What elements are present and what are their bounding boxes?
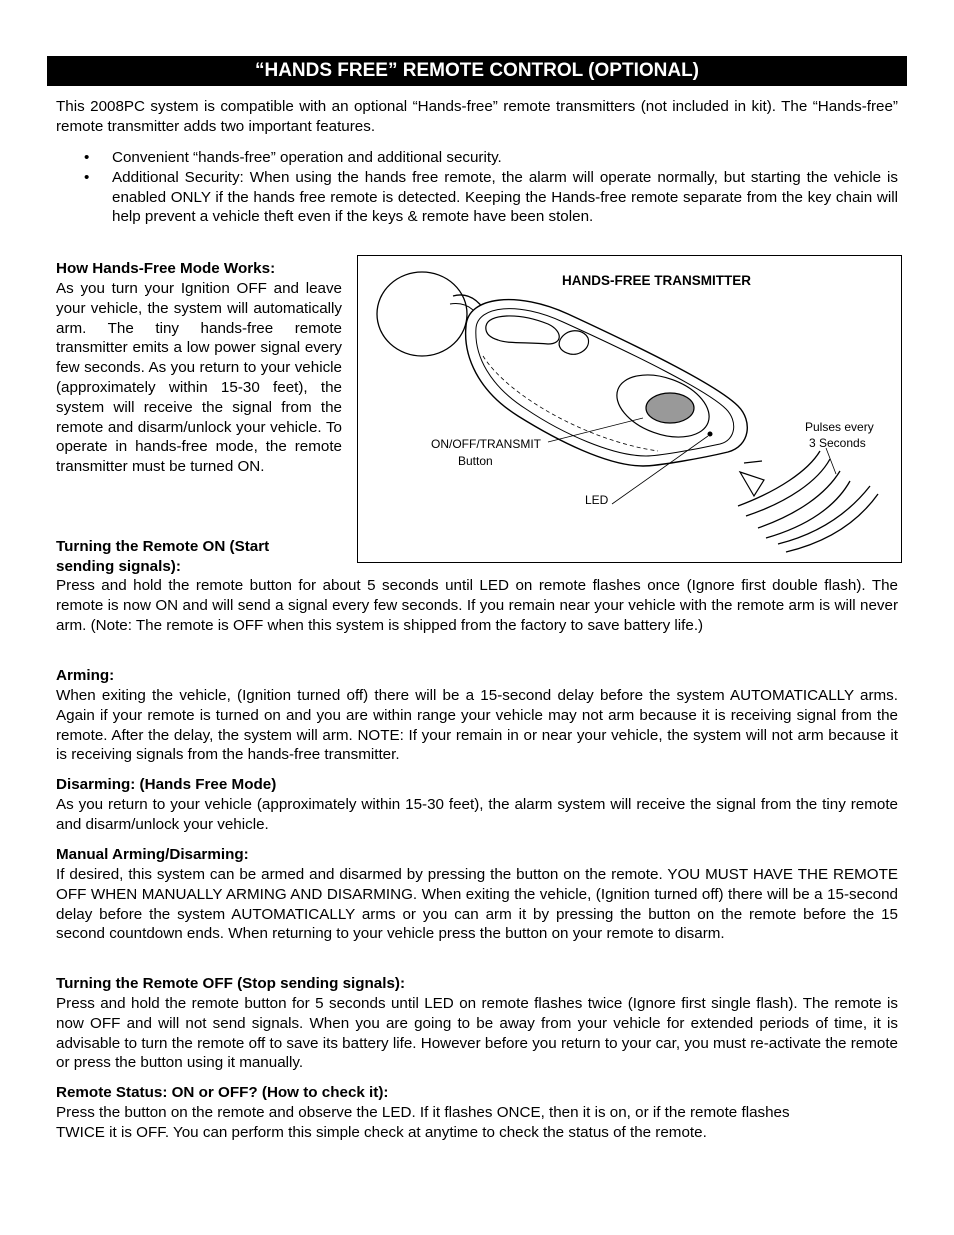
status-body-line-1: Press the button on the remote and observe the LED. If it flashes ONCE, then it is on, or if the remote flashes <box>56 1104 790 1121</box>
turn-off-body: Press and hold the remote button for 5 seconds until LED on remote flashes twice (Ignore first single flash). The remote is now OFF and will not send signals. When you are going to be away from your vehicle for extended periods of time, it is advisable to turn the remote off to save its battery life. However before you return to your car, you must re-activate the remote or press the button using it manually. <box>56 995 898 1072</box>
manual-heading: Manual Arming/Disarming: <box>56 846 249 863</box>
pulse-wave-icon <box>758 471 840 528</box>
disarming-body: As you return to your vehicle (approximately within 15-30 feet), the alarm system will receive the signal from the tiny remote and disarm/unlock your vehicle. <box>56 796 898 833</box>
feature-list <box>80 148 898 227</box>
page-title: “HANDS FREE” REMOTE CONTROL (OPTIONAL) <box>47 56 907 86</box>
status-body-line-2: TWICE it is OFF. You can perform this simple check at anytime to check the status of the remote. <box>56 1124 707 1141</box>
button-label-2: Button <box>458 454 493 468</box>
transmitter-illustration <box>358 256 903 564</box>
turn-on-heading-line-1: Turning the Remote ON (Start <box>56 538 270 555</box>
manual-body: If desired, this system can be armed and disarmed by pressing the button on the remote. YOU MUST HAVE THE REMOTE OFF WHEN MANUALLY ARMING AND DISARMING. When exiting the vehicle, (Ignition turned off) there will be a 15-second delay before the system AUTOMATICALLY arms or you can arm it by pressing the button on the remote before the 15 second countdown ends. When returning to your vehicle press the button on your remote to disarm. <box>56 866 898 943</box>
figure-title: HANDS-FREE TRANSMITTER <box>562 273 751 288</box>
bullet-icon: • <box>84 168 90 186</box>
led-icon <box>708 432 713 437</box>
how-heading: How Hands-Free Mode Works: <box>56 260 276 277</box>
button-label: ON/OFF/TRANSMIT <box>431 437 541 451</box>
intro-paragraph: This 2008PC system is compatible with an optional “Hands-free” remote transmitters (not included in kit). The “Hands-free” remote transmitter adds two important features. <box>56 98 898 135</box>
arrow-icon <box>740 472 764 496</box>
bullet-text: Convenient “hands-free” operation and additional security. <box>112 149 502 166</box>
bullet-icon: • <box>84 149 90 166</box>
button-icon <box>646 393 694 423</box>
how-body: As you turn your Ignition OFF and leave your vehicle, the system will automatically arm. The tiny hands-free remote transmitter emits a low power signal every few seconds. As you return to your vehicle (approximately within 15-30 feet), the system will receive the signal from the remote and disarm/unlock your vehicle. To operate in hands-free mode, the remote transmitter must be turned ON. <box>56 280 342 476</box>
turn-on-body: Press and hold the remote button for about 5 seconds until LED on remote flashes once (Ignore first double flash). The remote is now ON and will send a signal every few seconds. If you remain near your vehicle with the remote arm is will never arm. (Note: The remote is OFF when this system is shipped from the factory to save battery life.) <box>56 577 898 634</box>
pulses-label-2: 3 Seconds <box>809 436 866 450</box>
arming-body: When exiting the vehicle, (Ignition turned off) there will be a 15-second delay before the system AUTOMATICALLY arms. Again if your remote is turned on and you are within range your vehicle may not arm because it is receiving signal from the remote. After the delay, the system will arm. NOTE: If your remain in or near your vehicle, the system will not arm because it is receiving signals from the hands-free transmitter. <box>56 687 898 764</box>
turn-on-heading-line-2: sending signals): <box>56 557 181 575</box>
bullet-text: Additional Security: When using the hands free remote, the alarm will operate normally, but starting the vehicle is enabled ONLY if the hands free remote is detected. Keeping the Hands-free remote separate from the key chain will help prevent a vehicle theft even if the keys & remote have been stolen. <box>112 168 898 226</box>
list-item <box>80 168 898 227</box>
pulses-label: Pulses every <box>805 420 874 434</box>
turn-on-heading <box>56 537 356 577</box>
hands-free-transmitter-figure <box>357 255 902 563</box>
key-ring-icon <box>377 272 467 356</box>
status-heading: Remote Status: ON or OFF? (How to check it): <box>56 1084 389 1101</box>
turn-off-heading: Turning the Remote OFF (Stop sending signals): <box>56 975 406 992</box>
led-label: LED <box>585 493 609 507</box>
disarming-heading: Disarming: (Hands Free Mode) <box>56 776 277 793</box>
list-item <box>80 148 898 168</box>
arming-heading: Arming: <box>56 667 115 684</box>
pulse-wave-icon <box>738 451 820 506</box>
